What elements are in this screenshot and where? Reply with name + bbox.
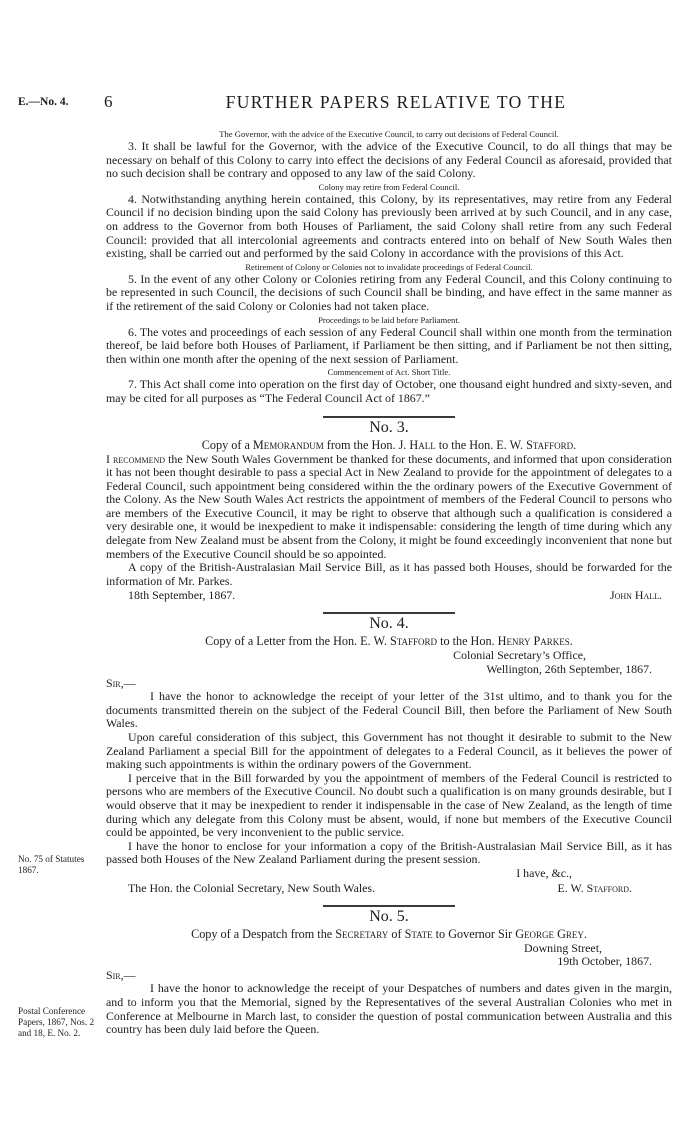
- clause-sidenote: The Governor, with the advice of the Executive Council, to carry out decisions of Federal Council.: [219, 129, 559, 139]
- document-no-3: [106, 418, 672, 603]
- clause-sidenote: Colony may retire from Federal Council.: [318, 181, 460, 192]
- document-heading: Copy of a Despatch from the Secretary of State to Governor Sir George Grey.: [191, 926, 587, 941]
- letter-closing: I have, &c.,: [516, 865, 572, 880]
- act-clause-7: [106, 366, 672, 405]
- despatch-paragraph: I have the honor to acknowledge the receipt of your Despatches of numbers and dates given in the margin, and to inform you that the Memorial, signed by the Representatives of the several Australian Colonies who met in Conference at Melbourne in March last, to consider the question of postal communication between Australia and this country has been duly laid before the Queen.: [106, 981, 672, 1037]
- letter-paragraph: I have the honor to acknowledge the receipt of your letter of the 31st ultimo, and to thank you for the documents transmitted therein on the subject of the Federal Council Bill, then before the Parliament of New South Wales.: [106, 689, 672, 731]
- clause-sidenote: Retirement of Colony or Colonies not to invalidate proceedings of Federal Council.: [245, 261, 533, 272]
- document-heading: Copy of a Memorandum from the Hon. J. Hall to the Hon. E. W. Stafford.: [201, 437, 577, 452]
- act-clause-4: [106, 181, 672, 261]
- letter-date: 19th October, 1867.: [557, 954, 652, 969]
- clause-text: 4. Notwithstanding anything herein contained, this Colony, by its representatives, may retire from any Federal Council if no decision binding upon the said Colony has previously been arrived at by such Council, and in any case, on address to the Governor from both Houses of Parliament, the said Colony shall retire from any such Federal Council: provided that all intercolonial agreements and contracts entered into on behalf of New South Wales then existing, shall be carried out and performed by the said Colony in accordance with the provisions of this Act.: [106, 191, 672, 261]
- sender-address: Downing Street,: [524, 940, 602, 955]
- letter-paragraph: Upon careful consideration of this subject, this Government has not thought it desirable to submit to the New Zealand Parliament a special Bill for the appointment of delegates to a Federal Council, as it believes the power of making such appointments is within the ordinary powers of the Government.: [106, 730, 672, 772]
- document-number: No. 4.: [369, 615, 409, 633]
- margin-note-postal-conference: Postal Conference Papers, 1867, Nos. 2 and 18, E. No. 2.: [18, 1006, 95, 1038]
- signature-row: [106, 881, 672, 895]
- letter-date: Wellington, 26th September, 1867.: [486, 662, 652, 677]
- running-head: [0, 92, 700, 114]
- clause-sidenote: Proceedings to be laid before Parliament.: [318, 314, 460, 325]
- act-clause-6: [106, 314, 672, 367]
- addressee: The Hon. the Colonial Secretary, New South Wales.: [128, 880, 376, 895]
- act-clause-3: [106, 128, 672, 181]
- signatory: E. W. Stafford.: [557, 880, 632, 895]
- memorandum-paragraph: I recommend the New South Wales Government be thanked for these documents, and informed that upon consideration it has not been thought desirable to pass a special Act in New Zealand to provide for the appointment of delegates to a Federal Council, such appointment being considered within the the ordinary powers of the Executive Government of the Colony. As the New South Wales Act restricts the appointment of members of the Federal Council to persons who are members of the Executive Council, it may be right to observe that although such a qualification is considered a very desirable one, it would be inexpedient to make it indispensable: considering the length of time during which any delegate from New Zealand must be absent from the Colony, it might be found exceedingly inconvenient that none but members of the Executive Council should be so appointed.: [106, 451, 672, 561]
- clause-text: 5. In the event of any other Colony or Colonies retiring from any Federal Council, and this Colony continuing to be represented in such Council, the decisions of such Council shall be binding, and have effect in the same manner as if the retirement of the said Colony or Colonies had not taken place.: [106, 271, 672, 313]
- clause-text: 6. The votes and proceedings of each session of any Federal Council shall within one month from the termination thereof, be laid before both Houses of Parliament, if Parliament be then sitting, and if Parliament be not then sitting, then within one month after the opening of the next session of Parliament.: [106, 324, 672, 366]
- document-number: No. 3.: [369, 418, 409, 436]
- document-number: No. 5.: [369, 907, 409, 925]
- sender-address: Colonial Secretary’s Office,: [453, 648, 586, 663]
- memorandum-paragraph: A copy of the British-Australasian Mail Service Bill, as it has passed both Houses, should be forwarded for the information of Mr. Parkes.: [106, 560, 672, 588]
- letter-paragraph: I perceive that in the Bill forwarded by you the appointment of members of the Federal Council is restricted to persons who are members of the Executive Council. No doubt such a qualification is on many grounds desirable, but I would observe that it may be inexpedient to render it indispensable in the case of New Zealand, as the length of time during which any delegate from this Colony must be absent, would, if none but members of the Executive Council could be appointed, be very inconvenient to the public service.: [106, 770, 672, 840]
- clause-sidenote: Commencement of Act. Short Title.: [327, 367, 451, 378]
- salutation: Sir,—: [106, 967, 136, 982]
- page-number: 6: [104, 92, 113, 111]
- salutation: Sir,—: [106, 675, 136, 690]
- margin-note-statutes: No. 75 of Statutes 1867.: [18, 854, 85, 875]
- series-number: E.—No. 4.: [18, 96, 69, 108]
- signatory: John Hall.: [609, 588, 662, 603]
- document-heading: Copy of a Letter from the Hon. E. W. Stafford to the Hon. Henry Parkes.: [205, 634, 573, 649]
- running-title: FURTHER PAPERS RELATIVE TO THE: [225, 92, 567, 112]
- clause-text: 3. It shall be lawful for the Governor, with the advice of the Executive Council, to do all things that may be necessary on behalf of this Colony to carry into effect the decisions of any Federal Council as aforesaid, provided that no such decision shall be contrary and opposed to any law of the said Colony.: [106, 139, 672, 181]
- signature-row: [106, 588, 672, 602]
- memo-date: 18th September, 1867.: [128, 588, 236, 603]
- clause-text: 7. This Act shall come into operation on the first day of October, one thousand eight hundred and sixty-seven, and may be cited for all purposes as “The Federal Council Act of 1867.”: [106, 377, 672, 405]
- body-column: [106, 128, 672, 1037]
- act-clause-5: [106, 261, 672, 314]
- letter-paragraph: I have the honor to enclose for your information a copy of the British-Australasian Mail Service Bill, as it has passed both Houses of the New Zealand Parliament during the present session.: [106, 838, 672, 867]
- document-no-5: [106, 907, 672, 1037]
- document-no-4: [106, 614, 672, 894]
